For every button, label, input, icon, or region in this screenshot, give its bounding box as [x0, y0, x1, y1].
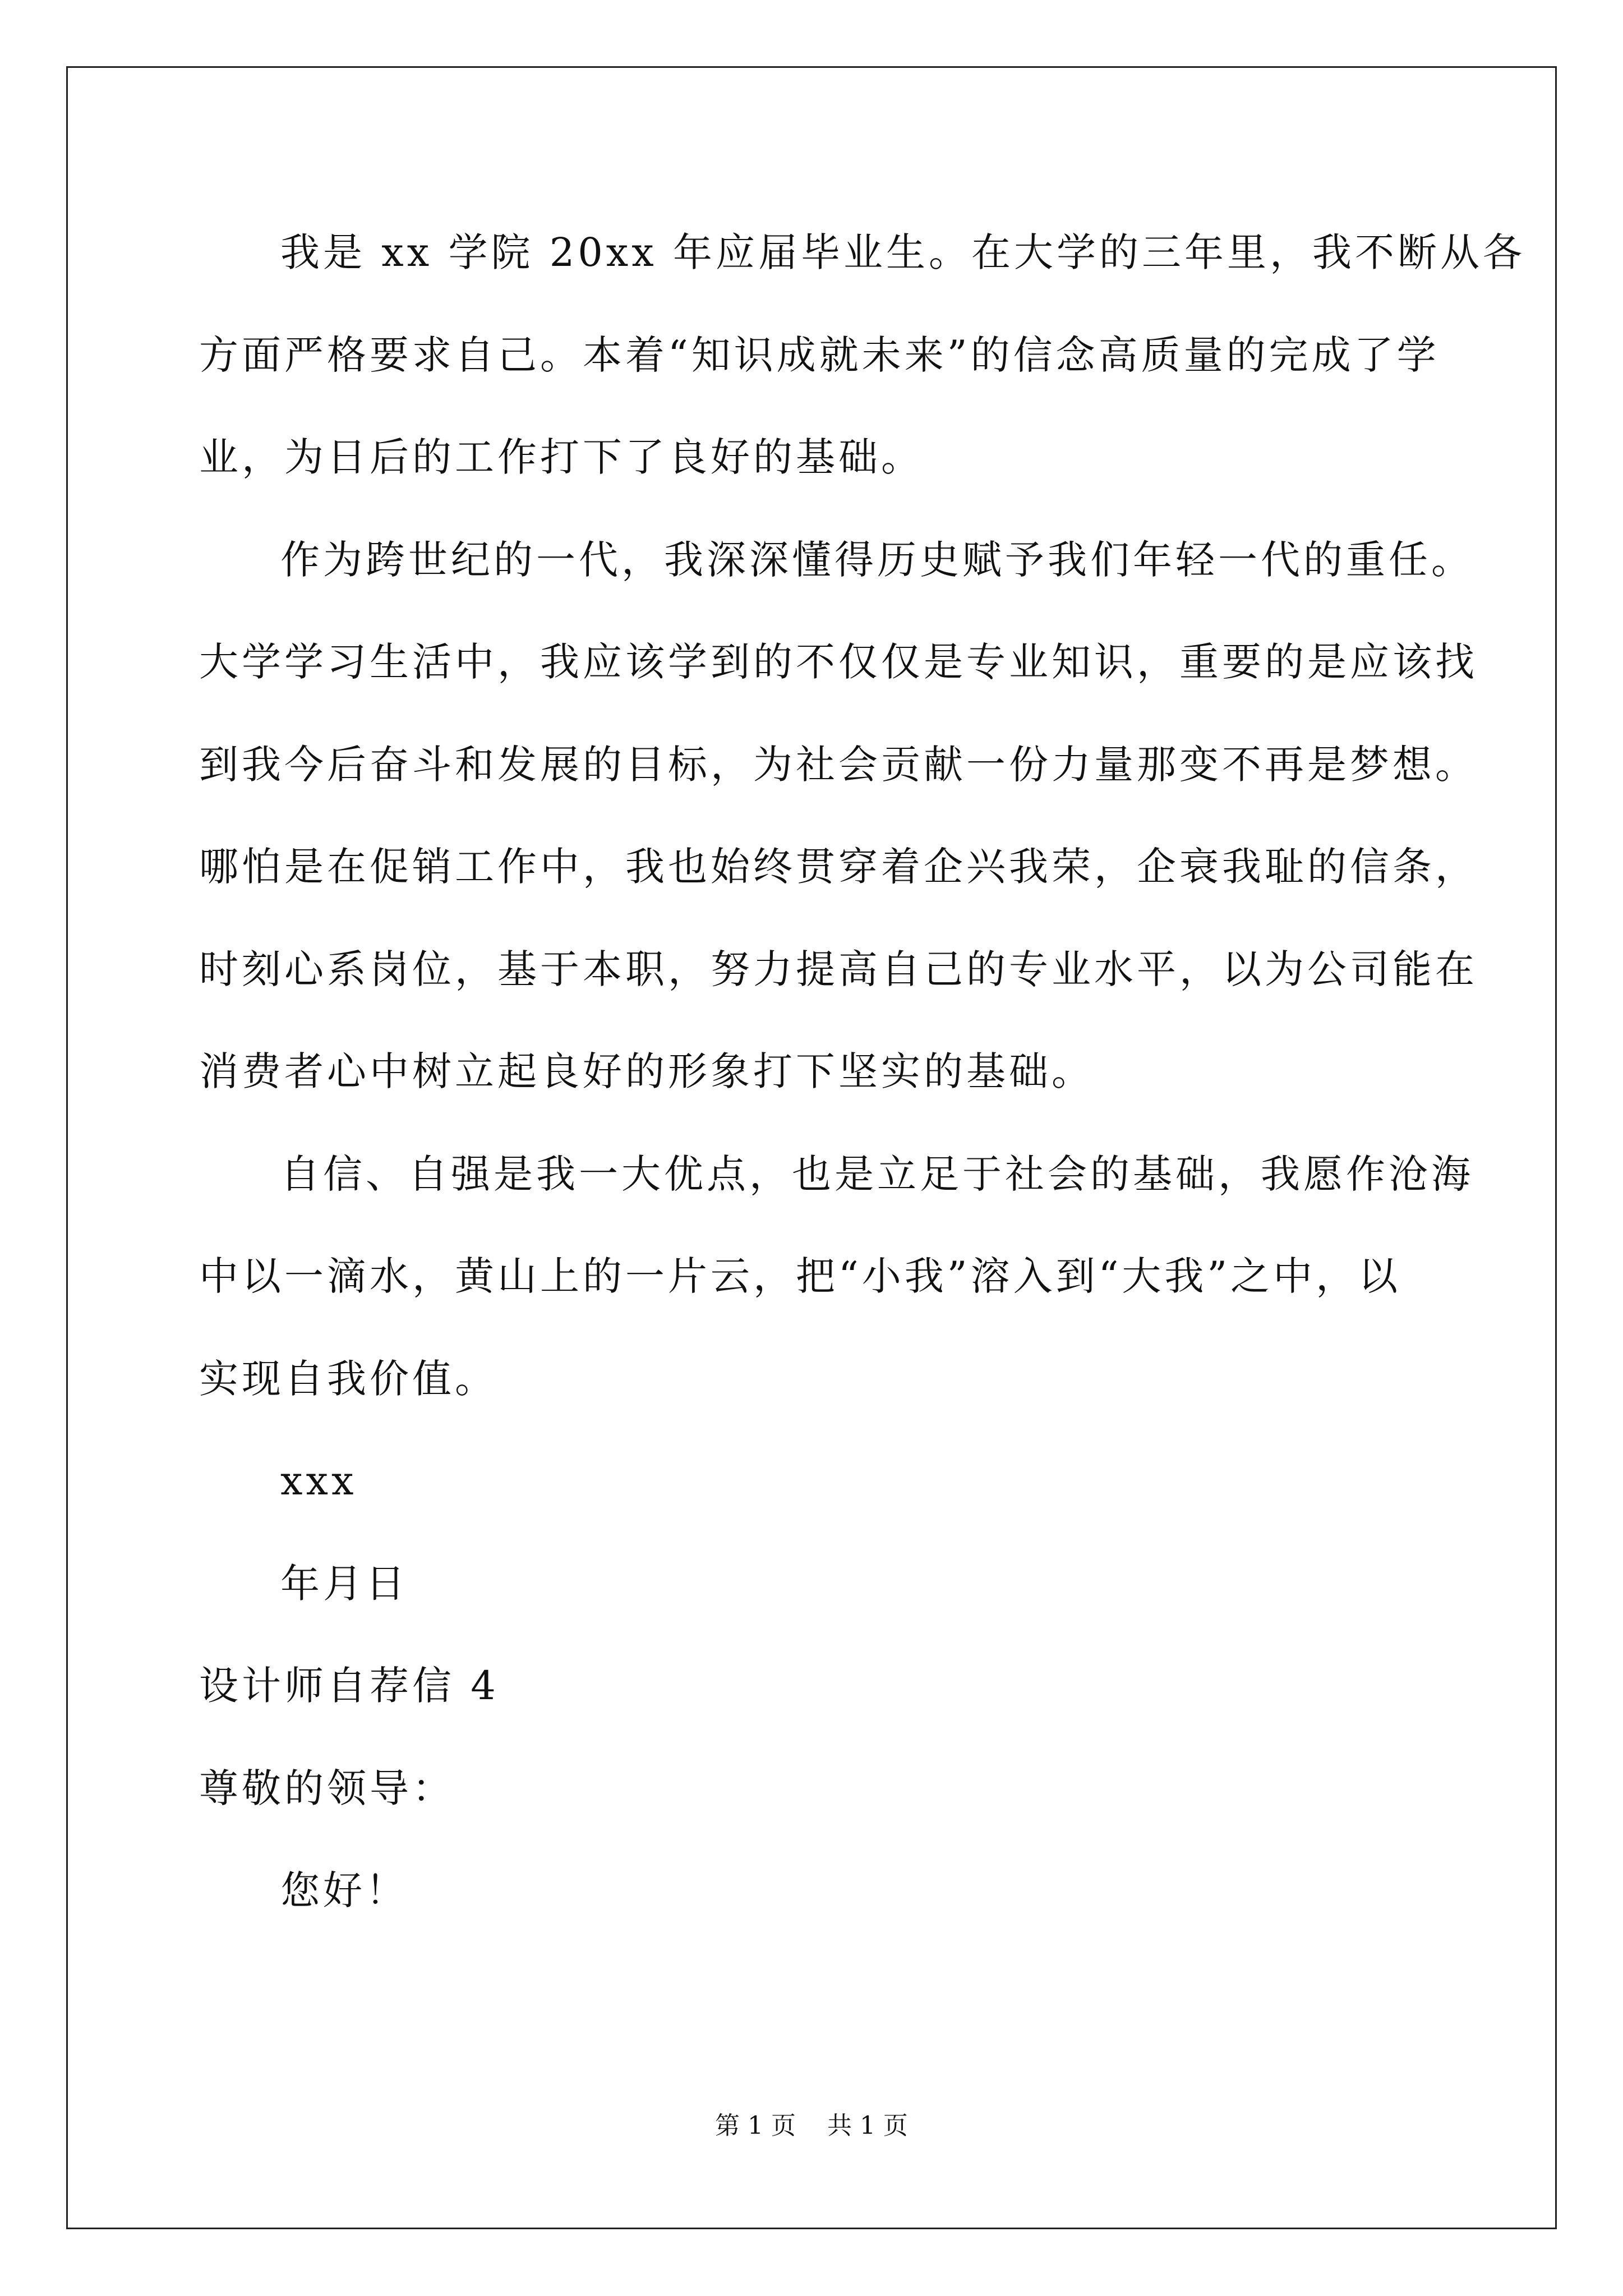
paragraph-line: 作为跨世纪的一代，我深深懂得历史赋予我们年轻一代的重任。: [280, 537, 1474, 583]
paragraph-line: 我是 xx 学院 20xx 年应届毕业生。在大学的三年里，我不断从各: [280, 229, 1525, 275]
paragraph-line: 消费者心中树立起良好的形象打下坚实的基础。: [199, 1048, 1094, 1094]
paragraph-line: 大学学习生活中，我应该学到的不仅仅是专业知识，重要的是应该找: [199, 639, 1478, 685]
paragraph-line: 实现自我价值。: [199, 1356, 497, 1402]
page-number-footer: 第 1 页 共 1 页: [715, 2111, 908, 2140]
paragraph-line: 哪怕是在促销工作中，我也始终贯穿着企兴我荣，企衰我耻的信条，: [199, 844, 1478, 890]
greeting: 您好！: [280, 1867, 408, 1913]
paragraph-line: 自信、自强是我一大优点，也是立足于社会的基础，我愿作沧海: [280, 1151, 1474, 1197]
signature-date: 年月日: [280, 1561, 408, 1607]
paragraph-line: 业，为日后的工作打下了良好的基础。: [199, 434, 924, 480]
paragraph-line: 中以一滴水，黄山上的一片云，把“小我”溶入到“大我”之中，以: [199, 1253, 1401, 1299]
paragraph-line: 方面严格要求自己。本着“知识成就未来”的信念高质量的完成了学: [199, 332, 1440, 378]
paragraph-line: 到我今后奋斗和发展的目标，为社会贡献一份力量那变不再是梦想。: [199, 742, 1478, 788]
signature-name: xxx: [280, 1458, 357, 1504]
paragraph-line: 时刻心系岗位，基于本职，努力提高自己的专业水平，以为公司能在: [199, 946, 1478, 992]
salutation: 尊敬的领导：: [199, 1765, 455, 1811]
section-title: 设计师自荐信 4: [199, 1663, 499, 1709]
